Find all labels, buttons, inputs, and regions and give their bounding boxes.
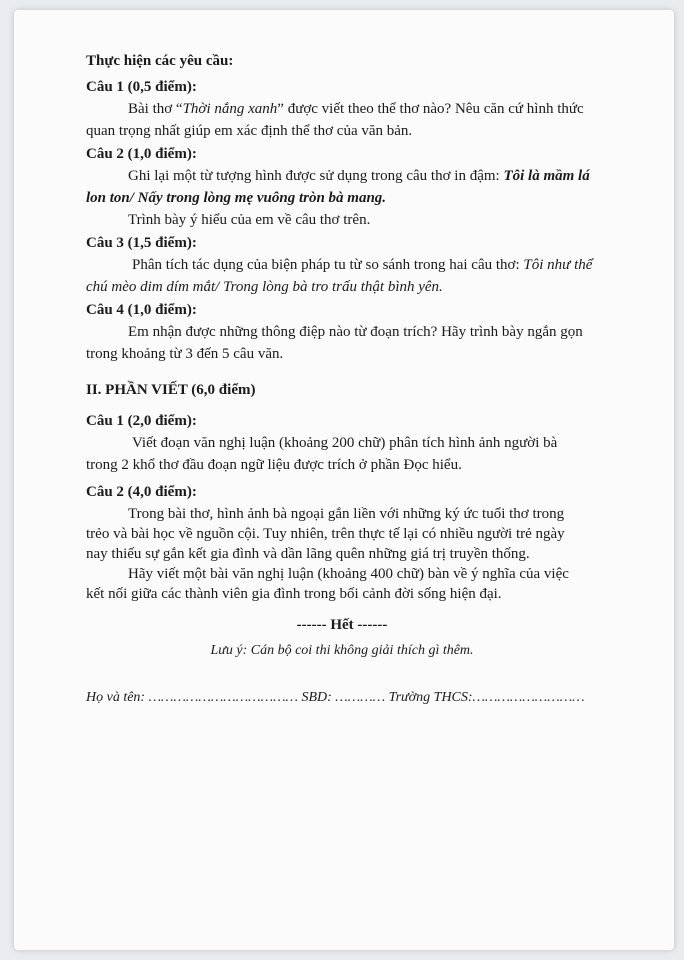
candidate-info-footer: Họ và tên: ……………………………… SBD: ………… Trường THCS:……………………… [86, 690, 585, 705]
q4-line-1: Em nhận được những thông điệp nào từ đoạn trích? Hãy trình bày ngắn gọn [128, 324, 583, 340]
q3-line-2: chú mèo dim dím mắt/ Trong lòng bà tro trấu thật bình yên. [86, 279, 443, 295]
end-mark: ------ Hết ------ [296, 617, 388, 633]
intro-heading: Thực hiện các yêu cầu: [86, 53, 234, 69]
q1-line-2: quan trọng nhất giúp em xác định thể thơ của văn bản. [86, 123, 413, 139]
part2-c2-line-5: kết nối giữa các thành viên gia đình trong bối cảnh đời sống hiện đại. [86, 586, 502, 602]
part2-c1-title: Câu 1 (2,0 điểm): [86, 413, 197, 429]
q1-line-1 [128, 100, 584, 118]
poem-title: Thời nắng xanh [182, 101, 278, 117]
q2-line-1 [128, 167, 590, 185]
q1-title: Câu 1 (0,5 điểm): [86, 79, 197, 95]
q2-line-2: lon ton/ Nấy trong lòng mẹ vuông tròn bà mang. [86, 190, 387, 206]
part2-c1-line-1: Viết đoạn văn nghị luận (khoảng 200 chữ) phân tích hình ảnh người bà [132, 435, 558, 451]
q2-quote-1: Tôi là mầm lá [503, 168, 590, 184]
part2-heading: II. PHẦN VIẾT (6,0 điểm) [86, 382, 256, 398]
q2-line-1a: Ghi lại một từ tượng hình được sử dụng trong câu thơ in đậm: [128, 168, 504, 184]
q3-quote-1: Tôi như thể [523, 257, 593, 273]
note: Lưu ý: Cán bộ coi thi không giải thích gì thêm. [210, 643, 474, 658]
q2-title: Câu 2 (1,0 điểm): [86, 146, 197, 162]
q3-line-1a: Phân tích tác dụng của biện pháp tu từ so sánh trong hai câu thơ: [132, 257, 524, 273]
part2-c2-line-1: Trong bài thơ, hình ảnh bà ngoại gắn liền với những ký ức tuổi thơ trong [128, 506, 565, 522]
q3-title: Câu 3 (1,5 điểm): [86, 235, 197, 251]
q2-line-3: Trình bày ý hiểu của em về câu thơ trên. [128, 212, 371, 228]
q1-line-1a: Bài thơ “ [128, 101, 183, 117]
q1-line-1c: ” được viết theo thể thơ nào? Nêu căn cứ hình thức [277, 101, 584, 117]
part2-c2-line-2: trẻo và bài học về nguồn cội. Tuy nhiên, trên thực tế lại có nhiều người trẻ ngày [86, 526, 565, 542]
q3-line-1 [132, 256, 592, 274]
part2-c2-line-3: nay thiếu sự gắn kết gia đình và dần lãng quên những giá trị truyền thống. [86, 546, 530, 562]
part2-c2-title: Câu 2 (4,0 điểm): [86, 484, 197, 500]
part2-c2-line-4: Hãy viết một bài văn nghị luận (khoảng 400 chữ) bàn về ý nghĩa của việc [128, 566, 569, 582]
q4-title: Câu 4 (1,0 điểm): [86, 302, 197, 318]
q4-line-2: trong khoảng từ 3 đến 5 câu văn. [86, 346, 284, 362]
part2-c1-line-2: trong 2 khổ thơ đầu đoạn ngữ liệu được trích ở phần Đọc hiểu. [86, 457, 462, 473]
